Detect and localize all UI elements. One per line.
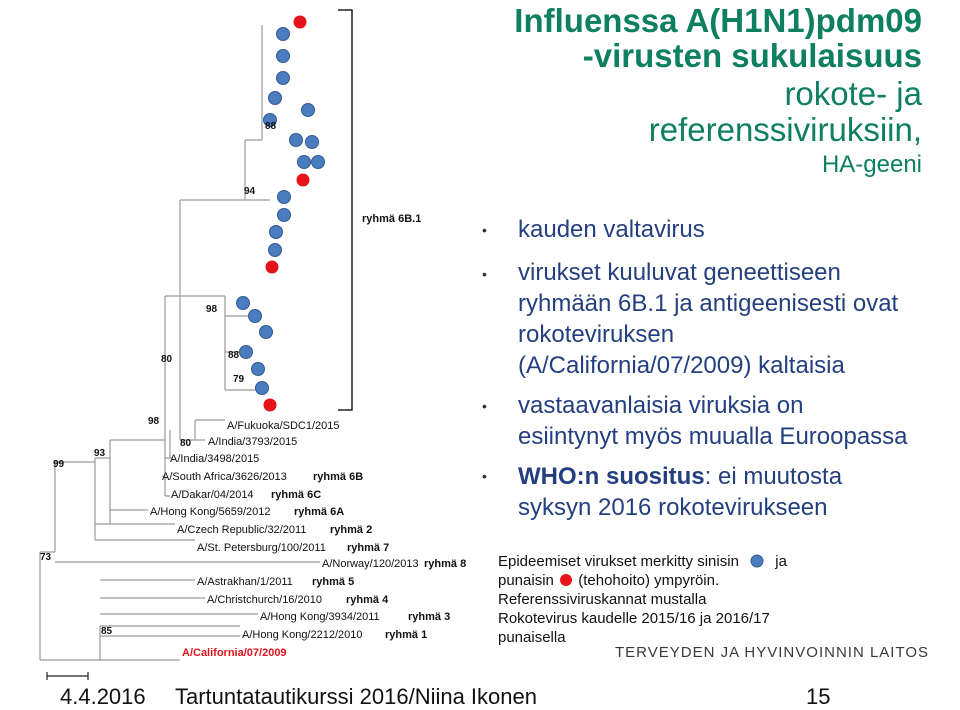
epidemic-virus-node	[298, 156, 311, 169]
taxon-label: A/India/3498/2015	[170, 453, 260, 465]
epidemic-virus-node	[237, 297, 250, 310]
epidemic-virus-node	[277, 28, 290, 41]
bullet-4-bold: WHO:n suositus	[518, 463, 705, 490]
group-label: ryhmä 3	[408, 611, 451, 623]
phylogenetic-tree	[0, 0, 480, 680]
group-label: ryhmä 4	[346, 594, 389, 606]
group-6b1-label: ryhmä 6B.1	[362, 213, 422, 225]
bootstrap-label: 79	[233, 374, 245, 385]
footer-course: Tartuntatautikurssi 2016/Niina Ikonen	[175, 684, 537, 709]
taxon-label: A/Astrakhan/1/2011	[197, 576, 293, 588]
epidemic-virus-node	[249, 310, 262, 323]
bullet-2-line: virukset kuuluvat geneettiseen	[518, 259, 841, 286]
bootstrap-label: 88	[265, 121, 277, 132]
title-line-3: rokote- ja	[784, 75, 922, 112]
bullet-4	[518, 461, 842, 523]
taxon-label: A/India/3793/2015	[208, 436, 298, 448]
title-line-4: referenssiviruksiin,	[648, 111, 922, 148]
icu-virus-node	[297, 174, 310, 187]
taxon-label: A/Hong Kong/5659/2012	[150, 506, 271, 518]
epidemic-virus-node	[278, 191, 291, 204]
group-label: ryhmä 1	[385, 629, 428, 641]
bootstrap-label: 98	[206, 304, 218, 315]
bullet-marker: •	[482, 222, 487, 238]
taxon-label: A/Norway/120/2013	[322, 558, 419, 570]
taxon-label: A/St. Petersburg/100/2011	[197, 542, 326, 554]
vaccine-taxon-label: A/California/07/2009	[182, 647, 287, 659]
bootstrap-label: 94	[244, 186, 256, 197]
epidemic-virus-node	[269, 92, 282, 105]
icu-virus-node	[266, 261, 279, 274]
bullet-marker: •	[482, 468, 487, 484]
bootstrap-label: 80	[161, 354, 173, 365]
bullet-1	[518, 214, 705, 245]
bullet-3	[518, 390, 908, 452]
epidemic-virus-node	[306, 136, 319, 149]
taxon-label: A/Hong Kong/3934/2011	[260, 611, 380, 623]
bullet-1-line: kauden valtavirus	[518, 216, 705, 243]
taxon-label: A/Czech Republic/32/2011	[177, 524, 307, 536]
epidemic-virus-node	[256, 382, 269, 395]
epidemic-virus-node	[278, 209, 291, 222]
group-label: ryhmä 8	[424, 558, 467, 570]
taxon-label: A/Hong Kong/2212/2010	[242, 629, 363, 641]
epidemic-virus-node	[252, 363, 265, 376]
note-text: Rokotevirus kaudelle 2015/16 ja 2016/17	[498, 610, 770, 627]
bullet-2-line: ryhmään 6B.1 ja antigeenisesti ovat	[518, 290, 899, 317]
title-line-1: Influenssa A(H1N1)pdm09	[514, 2, 922, 39]
icu-virus-node	[294, 16, 307, 29]
epidemic-virus-node	[269, 244, 282, 257]
epidemic-virus-node	[290, 134, 303, 147]
epidemic-virus-node	[277, 50, 290, 63]
bullet-4-line: syksyn 2016 rokotevirukseen	[518, 494, 828, 521]
page-number: 15	[806, 684, 831, 709]
footer-date: 4.4.2016	[60, 684, 146, 709]
group-label: ryhmä 6C	[271, 489, 322, 501]
epidemic-virus-node	[260, 326, 273, 339]
epidemic-virus-node	[302, 104, 315, 117]
legend-note	[498, 552, 828, 647]
bullet-marker: •	[482, 398, 487, 414]
bullet-4-rest: : ei muutosta	[704, 463, 843, 490]
group-label: ryhmä 6A	[294, 506, 345, 518]
group-label: ryhmä 7	[347, 542, 390, 554]
bullet-3-line: esiintynyt myös muualla Euroopassa	[518, 423, 908, 450]
bullet-2-line: (A/California/07/2009) kaltaisia	[518, 352, 845, 379]
note-text: (tehohoito) ympyröin.	[578, 572, 720, 589]
epidemic-virus-node	[312, 156, 325, 169]
bootstrap-label: 98	[148, 416, 160, 427]
note-text: Referenssiviruskannat mustalla	[498, 591, 707, 608]
blue-circle-icon	[749, 554, 765, 568]
icu-virus-node	[264, 399, 277, 412]
bullet-2-line: rokoteviruksen	[518, 321, 675, 348]
bootstrap-label: 73	[40, 552, 52, 563]
group-label: ryhmä 5	[312, 576, 355, 588]
bullet-2	[518, 257, 898, 381]
bootstrap-label: 93	[94, 448, 106, 459]
title-line-2: -virusten sukulaisuus	[582, 37, 922, 74]
organization-logo-text: TERVEYDEN JA HYVINVOINNIN LAITOS	[615, 644, 930, 661]
note-text: punaisin	[498, 572, 554, 589]
bootstrap-label: 80	[180, 438, 192, 449]
title-line-5: HA-geeni	[821, 151, 922, 178]
group-label: ryhmä 2	[330, 524, 373, 536]
epidemic-virus-node	[270, 226, 283, 239]
taxon-label: A/Dakar/04/2014	[171, 489, 254, 501]
bootstrap-label: 85	[101, 626, 113, 637]
bullet-marker: •	[482, 266, 487, 282]
epidemic-virus-node	[240, 346, 253, 359]
note-text: ja	[775, 553, 787, 570]
taxon-label: A/Christchurch/16/2010	[207, 594, 322, 606]
bootstrap-label: 88	[228, 350, 240, 361]
epidemic-virus-node	[277, 72, 290, 85]
red-circle-icon	[559, 573, 573, 587]
note-text: punaisella	[498, 629, 566, 646]
group-label: ryhmä 6B	[313, 471, 364, 483]
taxon-label: A/South Africa/3626/2013	[162, 471, 287, 483]
taxon-label: A/Fukuoka/SDC1/2015	[227, 420, 340, 432]
note-text: Epideemiset virukset merkitty sinisin	[498, 553, 739, 570]
bullet-3-line: vastaavanlaisia viruksia on	[518, 392, 804, 419]
bootstrap-label: 99	[53, 459, 65, 470]
